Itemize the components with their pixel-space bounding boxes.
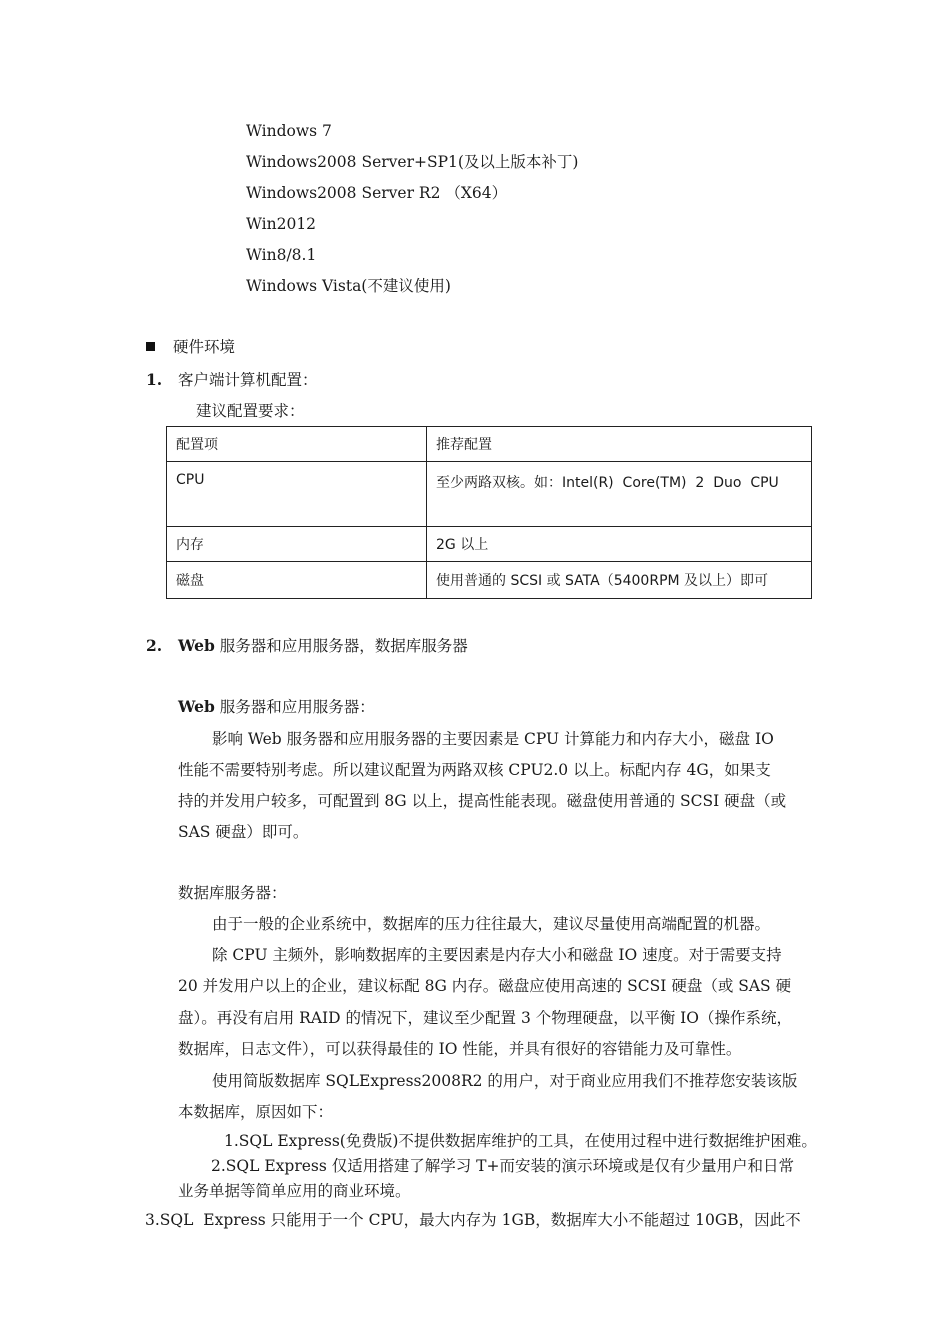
heading-rest: 服务器和应用服务器： [214, 698, 375, 716]
table-row [167, 462, 812, 527]
db-para2-line: 除 CPU 主频外，影响数据库的主要因素是内存大小和磁盘 IO 速度。对于需要支持 [212, 946, 782, 964]
web-para-line: 性能不需要特别考虑。所以建议配置为两路双核 CPU2.0 以上。标配内存 4G，如果支 [178, 761, 771, 779]
db-section-heading: 数据库服务器： [178, 884, 287, 902]
os-item: Win2012 [246, 215, 317, 233]
os-item: Windows2008 Server+SP1(及以上版本补丁) [246, 153, 579, 171]
item-number: 1. [146, 370, 163, 389]
table-cell: CPU [167, 462, 427, 527]
table-header-row [167, 427, 812, 462]
table-cell: 至少两路双核。如：Intel(R) Core(TM) 2 Duo CPU [427, 462, 812, 527]
table-row [167, 527, 812, 562]
os-item: Windows Vista(不建议使用) [246, 277, 451, 295]
item-title-servers [178, 636, 468, 656]
db-para3-line: 使用简版数据库 SQLExpress2008R2 的用户，对于商业应用我们不推荐您安装该版 [212, 1072, 798, 1090]
db-para2-line: 20 并发用户以上的企业，建议标配 8G 内存。磁盘应使用高速的 SCSI 硬盘（或 SAS 硬 [178, 977, 792, 995]
square-bullet-icon [146, 342, 155, 351]
heading-bold: Web [178, 697, 215, 716]
web-para-line: SAS 硬盘）即可。 [178, 823, 309, 841]
table-header-cell: 推荐配置 [427, 427, 812, 462]
reason-item: 3.SQL Express 只能用于一个 CPU，最大内存为 1GB，数据库大小不能超过 10GB，因此不 [145, 1211, 801, 1229]
reason-item: 业务单据等简单应用的商业环境。 [178, 1182, 411, 1200]
table-row [167, 562, 812, 599]
web-section-heading [178, 697, 375, 717]
table-cell: 磁盘 [167, 562, 427, 599]
table-header-cell: 配置项 [167, 427, 427, 462]
item-number: 2. [146, 636, 163, 655]
reason-item: 1.SQL Express(免费版)不提供数据库维护的工具，在使用过程中进行数据维护困难。 [224, 1132, 817, 1150]
suggest-label: 建议配置要求： [196, 402, 305, 420]
os-item: Windows 7 [246, 122, 332, 140]
table-cell: 2G 以上 [427, 527, 812, 562]
web-para-line: 影响 Web 服务器和应用服务器的主要因素是 CPU 计算能力和内存大小，磁盘 IO [212, 730, 774, 748]
db-para2-line: 数据库，日志文件），可以获得最佳的 IO 性能，并具有很好的容错能力及可靠性。 [178, 1040, 742, 1058]
config-table [166, 426, 812, 599]
os-item: Win8/8.1 [246, 246, 317, 264]
reason-item: 2.SQL Express 仅适用搭建了解学习 T+而安装的演示环境或是仅有少量用户和日常 [211, 1157, 794, 1175]
item-title-rest: 服务器和应用服务器，数据库服务器 [214, 637, 468, 655]
db-para1: 由于一般的企业系统中，数据库的压力往往最大，建议尽量使用高端配置的机器。 [212, 915, 771, 933]
os-item: Windows2008 Server R2 （X64） [246, 184, 508, 202]
item-title-client: 客户端计算机配置： [178, 371, 318, 389]
section-heading-hardware: 硬件环境 [173, 338, 236, 356]
table-cell: 使用普通的 SCSI 或 SATA（5400RPM 及以上）即可 [427, 562, 812, 599]
web-para-line: 持的并发用户较多，可配置到 8G 以上，提高性能表现。磁盘使用普通的 SCSI 硬盘（或 [178, 792, 787, 810]
table-cell: 内存 [167, 527, 427, 562]
db-para2-line: 盘）。再没有启用 RAID 的情况下，建议至少配置 3 个物理硬盘，以平衡 IO（操作系统， [178, 1009, 792, 1027]
item-title-bold: Web [178, 636, 215, 655]
db-para3-line: 本数据库，原因如下： [178, 1103, 334, 1121]
